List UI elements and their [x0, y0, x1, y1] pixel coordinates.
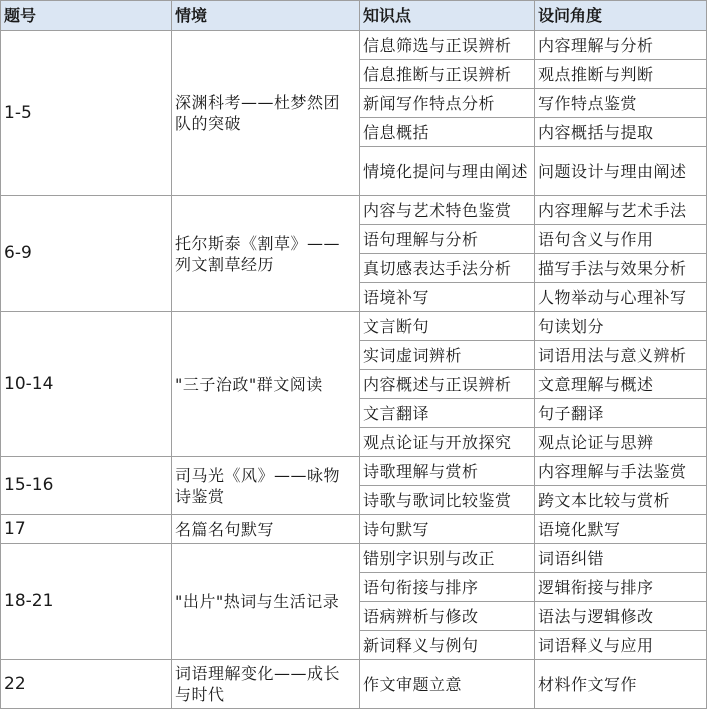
knowledge-point-cell: 作文审题立意 [360, 660, 535, 709]
question-number-cell: 15-16 [1, 457, 172, 515]
question-angle-cell: 内容概括与提取 [535, 118, 707, 147]
knowledge-point-cell: 语句理解与分析 [360, 225, 535, 254]
header-context: 情境 [172, 1, 360, 31]
question-number-cell: 1-5 [1, 31, 172, 196]
knowledge-point-cell: 信息筛选与正误辨析 [360, 31, 535, 60]
table-row [1, 515, 707, 544]
question-angle-cell: 句读划分 [535, 312, 707, 341]
question-angle-cell: 内容理解与手法鉴赏 [535, 457, 707, 486]
question-angle-cell: 观点论证与思辨 [535, 428, 707, 457]
context-cell: 司马光《风》——咏物诗鉴赏 [172, 457, 360, 515]
context-cell: "出片"热词与生活记录 [172, 544, 360, 660]
context-cell: "三子治政"群文阅读 [172, 312, 360, 457]
question-angle-cell: 逻辑衔接与排序 [535, 573, 707, 602]
question-angle-cell: 语法与逻辑修改 [535, 602, 707, 631]
knowledge-point-cell: 真切感表达手法分析 [360, 254, 535, 283]
question-angle-cell: 描写手法与效果分析 [535, 254, 707, 283]
knowledge-point-cell: 观点论证与开放探究 [360, 428, 535, 457]
table-row [1, 31, 707, 60]
knowledge-point-cell: 文言断句 [360, 312, 535, 341]
question-angle-cell: 词语释义与应用 [535, 631, 707, 660]
knowledge-point-cell: 实词虚词辨析 [360, 341, 535, 370]
header-row [1, 1, 707, 31]
question-angle-cell: 语境化默写 [535, 515, 707, 544]
table-row [1, 544, 707, 573]
question-number-cell: 18-21 [1, 544, 172, 660]
knowledge-point-cell: 错别字识别与改正 [360, 544, 535, 573]
header-question-number: 题号 [1, 1, 172, 31]
knowledge-point-cell: 诗句默写 [360, 515, 535, 544]
knowledge-point-cell: 诗歌理解与赏析 [360, 457, 535, 486]
header-question-angle: 设问角度 [535, 1, 707, 31]
context-cell: 深渊科考——杜梦然团队的突破 [172, 31, 360, 196]
question-angle-cell: 句子翻译 [535, 399, 707, 428]
question-angle-cell: 材料作文写作 [535, 660, 707, 709]
table-row [1, 660, 707, 709]
question-number-cell: 10-14 [1, 312, 172, 457]
knowledge-point-cell: 内容与艺术特色鉴赏 [360, 196, 535, 225]
knowledge-point-cell: 新闻写作特点分析 [360, 89, 535, 118]
knowledge-point-cell: 语境补写 [360, 283, 535, 312]
question-number-cell: 6-9 [1, 196, 172, 312]
question-angle-cell: 语句含义与作用 [535, 225, 707, 254]
question-angle-cell: 观点推断与判断 [535, 60, 707, 89]
context-cell: 名篇名句默写 [172, 515, 360, 544]
question-number-cell: 22 [1, 660, 172, 709]
knowledge-point-cell: 信息推断与正误辨析 [360, 60, 535, 89]
knowledge-point-cell: 情境化提问与理由阐述 [360, 147, 535, 196]
knowledge-point-cell: 文言翻译 [360, 399, 535, 428]
question-angle-cell: 写作特点鉴赏 [535, 89, 707, 118]
question-angle-cell: 词语用法与意义辨析 [535, 341, 707, 370]
question-angle-cell: 内容理解与艺术手法 [535, 196, 707, 225]
question-angle-cell: 词语纠错 [535, 544, 707, 573]
knowledge-point-cell: 语病辨析与修改 [360, 602, 535, 631]
question-angle-cell: 人物举动与心理补写 [535, 283, 707, 312]
question-angle-cell: 跨文本比较与赏析 [535, 486, 707, 515]
question-angle-cell: 内容理解与分析 [535, 31, 707, 60]
knowledge-point-cell: 语句衔接与排序 [360, 573, 535, 602]
table-row [1, 312, 707, 341]
knowledge-point-cell: 诗歌与歌词比较鉴赏 [360, 486, 535, 515]
knowledge-point-cell: 新词释义与例句 [360, 631, 535, 660]
header-knowledge-point: 知识点 [360, 1, 535, 31]
question-angle-cell: 文意理解与概述 [535, 370, 707, 399]
context-cell: 托尔斯泰《割草》——列文割草经历 [172, 196, 360, 312]
question-number-cell: 17 [1, 515, 172, 544]
knowledge-point-cell: 信息概括 [360, 118, 535, 147]
table-row [1, 196, 707, 225]
context-cell: 词语理解变化——成长与时代 [172, 660, 360, 709]
question-angle-cell: 问题设计与理由阐述 [535, 147, 707, 196]
knowledge-point-cell: 内容概述与正误辨析 [360, 370, 535, 399]
table-row [1, 457, 707, 486]
